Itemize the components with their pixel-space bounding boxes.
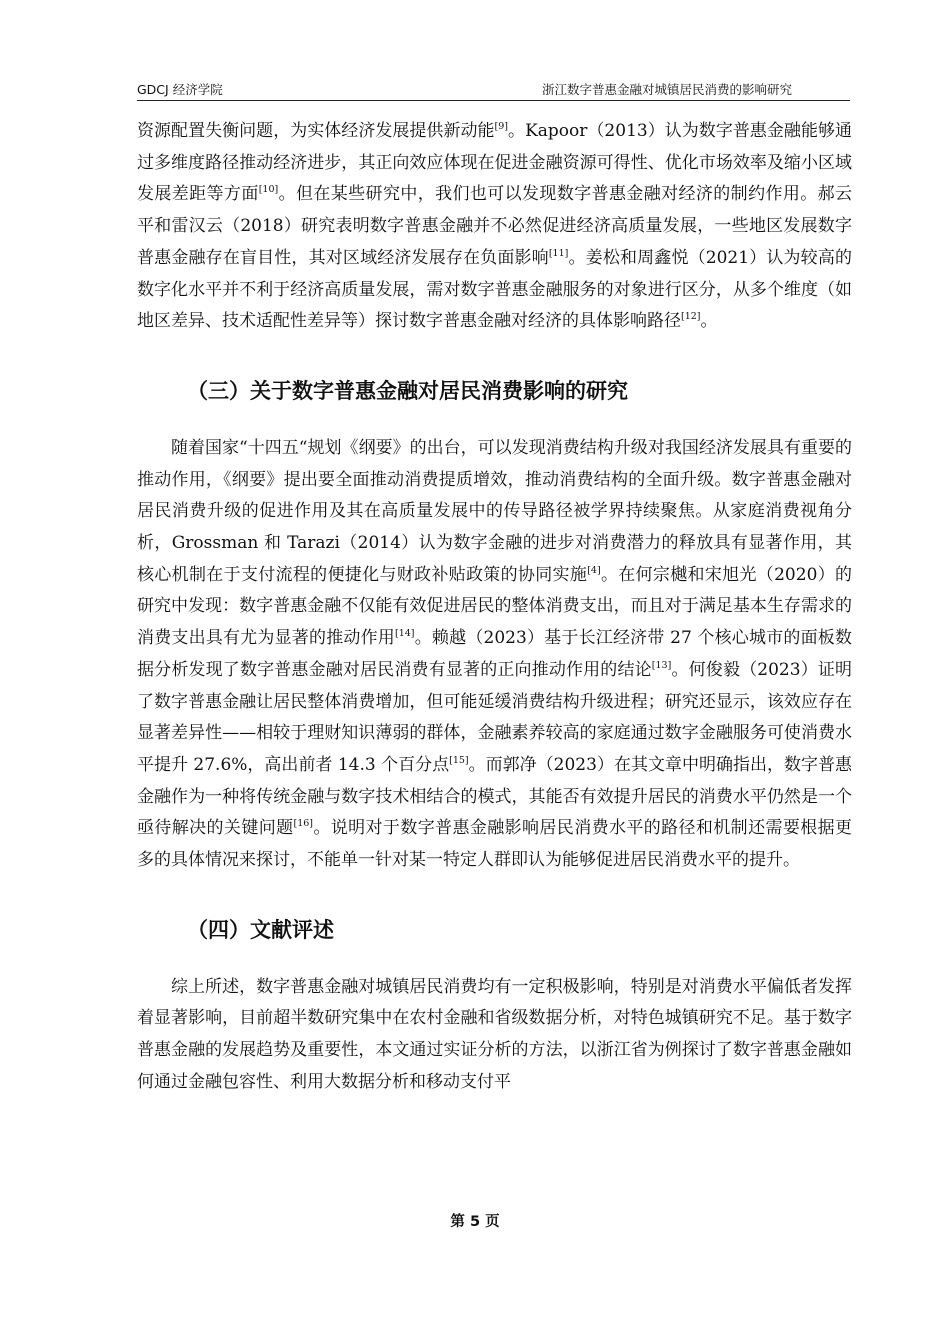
text-run: 。 bbox=[700, 311, 718, 332]
citation-ref: [9] bbox=[494, 121, 509, 132]
citation-ref: [11] bbox=[548, 247, 569, 259]
text-run: 。姜松和周鑫悦（2021）认为较高的数字化水平并不利于经济高质量发展，需对数字普惠金融服务的对象进行区分，从多个维度（如地区差异、技术适配性差异等）探讨数字普惠金融对经济的具体影响路径 bbox=[137, 247, 852, 332]
text-run: 。在何宗樾和宋旭光（2020）的研究中发现：数字普惠金融不仅能有效促进居民的整体消费支出，而且对于满足基本生存需求的消费支出具有尤为显著的推动作用 bbox=[137, 564, 853, 649]
paragraph-literature-economy bbox=[137, 116, 852, 338]
citation-ref: [15] bbox=[449, 754, 469, 766]
header-title: 浙江数字普惠金融对城镇居民消费的影响研究 bbox=[541, 82, 792, 97]
paragraph-consumption-research bbox=[137, 433, 852, 877]
citation-ref: [13] bbox=[651, 659, 672, 671]
text-run: 。而郭净（2023）在其文章中明确指出，数字普惠金融作为一种将传统金融与数字技术相结合的模式，其能否有效提升居民的消费水平仍然是一个亟待解决的关键问题 bbox=[137, 754, 852, 839]
page-body bbox=[137, 116, 852, 1099]
text-run: 。赖越（2023）基于长江经济带 27 个核心城市的面板数据分析发现了数字普惠金融对居民消费有显著的正向推动作用的结论 bbox=[137, 628, 853, 680]
citation-ref: [4] bbox=[587, 564, 601, 576]
section-heading-3: （三）关于数字普惠金融对居民消费影响的研究 bbox=[187, 378, 628, 403]
citation-ref: [12] bbox=[681, 311, 701, 323]
section-heading-4: （四）文献评述 bbox=[187, 917, 334, 942]
citation-ref: [16] bbox=[293, 818, 313, 830]
citation-ref: [10] bbox=[258, 184, 279, 196]
text-run: 。说明对于数字普惠金融影响居民消费水平的路径和机制还需要根据更多的具体情况来探讨，不能单一针对某一特定人群即认为能够促进居民消费水平的提升。 bbox=[137, 818, 852, 871]
text-run: 综上所述，数字普惠金融对城镇居民消费均有一定积极影响，特别是对消费水平偏低者发挥着显著影响，目前超半数研究集中在农村金融和省级数据分析，对特色城镇研究不足。基于数字普惠金融的发展趋势及重要性，本文通过实证分析的方法，以浙江省为例探讨了数字普惠金融如何通过金融包容性、利用大数据分析和移动支付平 bbox=[137, 976, 852, 1092]
page-header bbox=[137, 78, 850, 101]
paragraph-literature-review bbox=[137, 972, 852, 1099]
text-run: 。但在某些研究中，我们也可以发现数字普惠金融对经济的制约作用。郝云平和雷汉云（2018）研究表明数字普惠金融并不必然促进经济高质量发展，一些地区发展数字普惠金融存在盲目性，其对区域经济发展存在负面影响 bbox=[137, 184, 853, 268]
text-run: 。何俊毅（2023）证明了数字普惠金融让居民整体消费增加，但可能延缓消费结构升级进程；研究还显示，该效应存在显著差异性——相较于理财知识薄弱的群体，金融素养较高的家庭通过数字金融服务可使消费水平提升 27.6%，高出前者 14.3 个百分点 bbox=[137, 659, 853, 775]
text-run: 资源配置失衡问题，为实体经济发展提供新动能 bbox=[137, 121, 495, 141]
text-run: 随着国家“十四五“规划《纲要》的出台，可以发现消费结构升级对我国经济发展具有重要的推动作用，《纲要》提出要全面推动消费提质增效，推动消费结构的全面升级。数字普惠金融对居民消费升级的促进作用及其在高质量发展中的传导路径被学界持续聚焦。从家庭消费视角分析，Grossman 和 Tarazi（2014）认为数字金融的进步对消费潜力的释放具有显著作用，其核心机制在于支付流程的便捷化与财政补贴政策的协同实施 bbox=[137, 437, 852, 585]
page-number: 第 5 页 bbox=[450, 1214, 500, 1230]
text-run: 。Kapoor（2013）认为数字普惠金融能够通过多维度路径推动经济进步，其正向效应体现在促进金融资源可得性、优化市场效率及缩小区域发展差距等方面 bbox=[137, 121, 853, 205]
citation-ref: [14] bbox=[395, 628, 415, 640]
header-school: GDCJ 经济学院 bbox=[137, 82, 223, 97]
